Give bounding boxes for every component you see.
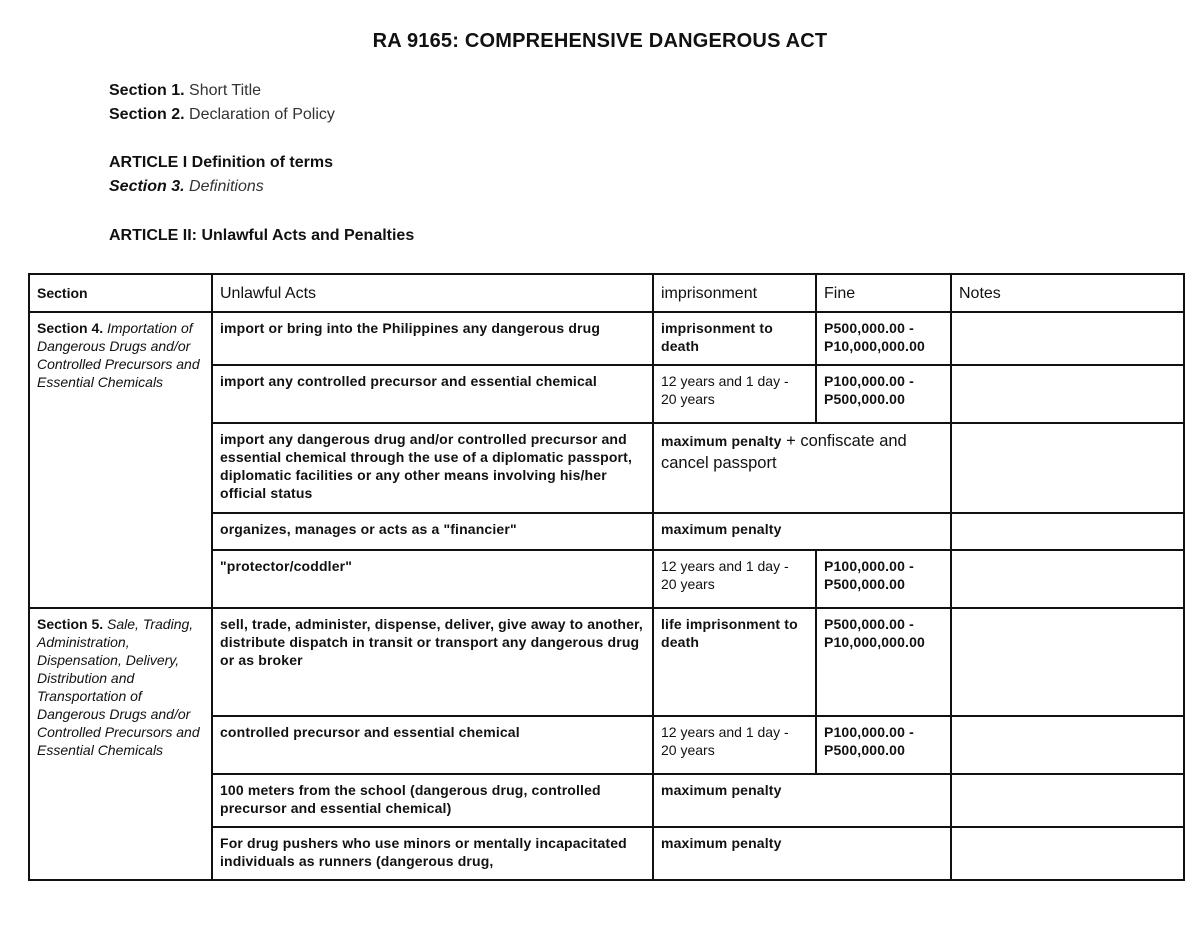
notes-cell: [951, 550, 1184, 608]
document-title: RA 9165: COMPREHENSIVE DANGEROUS ACT: [372, 30, 828, 52]
outline-section-3: [109, 178, 264, 196]
notes-cell: [951, 513, 1184, 550]
imprisonment-cell: 12 years and 1 day - 20 years: [653, 716, 816, 774]
fine-cell: P100,000.00 - P500,000.00: [816, 716, 951, 774]
penalty-cell: maximum penalty: [653, 774, 951, 827]
imprisonment-cell: 12 years and 1 day - 20 years: [653, 550, 816, 608]
notes-cell: [951, 716, 1184, 774]
penalty-prefix: maximum penalty: [661, 433, 782, 449]
header-fine: Fine: [816, 274, 951, 312]
unlawful-act: [212, 827, 653, 880]
section-label: Section 1.: [109, 82, 185, 99]
header-unlawful-acts: Unlawful Acts: [212, 274, 653, 312]
unlawful-act: "protector/coddler": [212, 550, 653, 608]
notes-cell: [951, 365, 1184, 423]
section-text: Declaration of Policy: [189, 106, 335, 123]
article-1-heading: ARTICLE I Definition of terms: [109, 154, 333, 171]
section-text: Short Title: [189, 82, 262, 99]
notes-cell: [951, 774, 1184, 827]
outline-section-2: [109, 106, 335, 124]
unlawful-act: import or bring into the Philippines any dangerous drug: [212, 312, 653, 365]
notes-cell: [951, 423, 1184, 513]
notes-cell: [951, 608, 1184, 716]
table-header-row: [29, 274, 1184, 312]
section-label: Section 4.: [37, 320, 104, 336]
section-4-cell: [29, 312, 212, 608]
outline-section-1: [109, 82, 261, 100]
section-text: Definitions: [189, 178, 264, 195]
section-label: Section 5.: [37, 616, 104, 632]
fine-cell: P100,000.00 - P500,000.00: [816, 365, 951, 423]
section-label: Section 3.: [109, 178, 185, 195]
header-notes: Notes: [951, 274, 1184, 312]
unlawful-act: organizes, manages or acts as a "financier": [212, 513, 653, 550]
header-imprisonment: imprisonment: [653, 274, 816, 312]
fine-cell: P500,000.00 - P10,000,000.00: [816, 608, 951, 716]
imprisonment-cell: 12 years and 1 day - 20 years: [653, 365, 816, 423]
notes-cell: [951, 827, 1184, 880]
section-title: Sale, Trading, Administration, Dispensation, Delivery, Distribution and Transportation of Dangerous Drugs and/or Controlled Precursors and Essential Chemicals: [37, 616, 200, 758]
unlawful-act: import any dangerous drug and/or controlled precursor and essential chemical through the use of a diplomatic passport, diplomatic facilities or any other means involving his/her official status: [212, 423, 653, 513]
unlawful-act: sell, trade, administer, dispense, deliver, give away to another, distribute dispatch in transit or transport any dangerous drug or as broker: [212, 608, 653, 716]
section-title: Importation of Dangerous Drugs and/or Controlled Precursors and Essential Chemicals: [37, 320, 200, 390]
fine-cell: P500,000.00 - P10,000,000.00: [816, 312, 951, 365]
imprisonment-cell: life imprisonment to death: [653, 608, 816, 716]
penalty-suffix: + confiscate and cancel passport: [661, 432, 907, 472]
section-5-cell: [29, 608, 212, 880]
article-2-heading: ARTICLE II: Unlawful Acts and Penalties: [109, 227, 415, 244]
unlawful-act: controlled precursor and essential chemical: [212, 716, 653, 774]
unlawful-acts-table: [28, 273, 1185, 881]
section-label: Section 2.: [109, 106, 185, 123]
penalty-cell: [653, 423, 951, 513]
penalty-cell: maximum penalty: [653, 827, 951, 880]
penalty-cell: maximum penalty: [653, 513, 951, 550]
header-section: Section: [29, 274, 212, 312]
unlawful-act-text: For drug pushers who use minors or mentally incapacitated individuals as runners (dangerous drug,: [220, 835, 627, 869]
table-row: [29, 608, 1184, 716]
unlawful-act: import any controlled precursor and essential chemical: [212, 365, 653, 423]
imprisonment-cell: imprisonment to death: [653, 312, 816, 365]
fine-cell: P100,000.00 - P500,000.00: [816, 550, 951, 608]
notes-cell: [951, 312, 1184, 365]
table-row: [29, 312, 1184, 365]
unlawful-act: 100 meters from the school (dangerous drug, controlled precursor and essential chemical): [212, 774, 653, 827]
